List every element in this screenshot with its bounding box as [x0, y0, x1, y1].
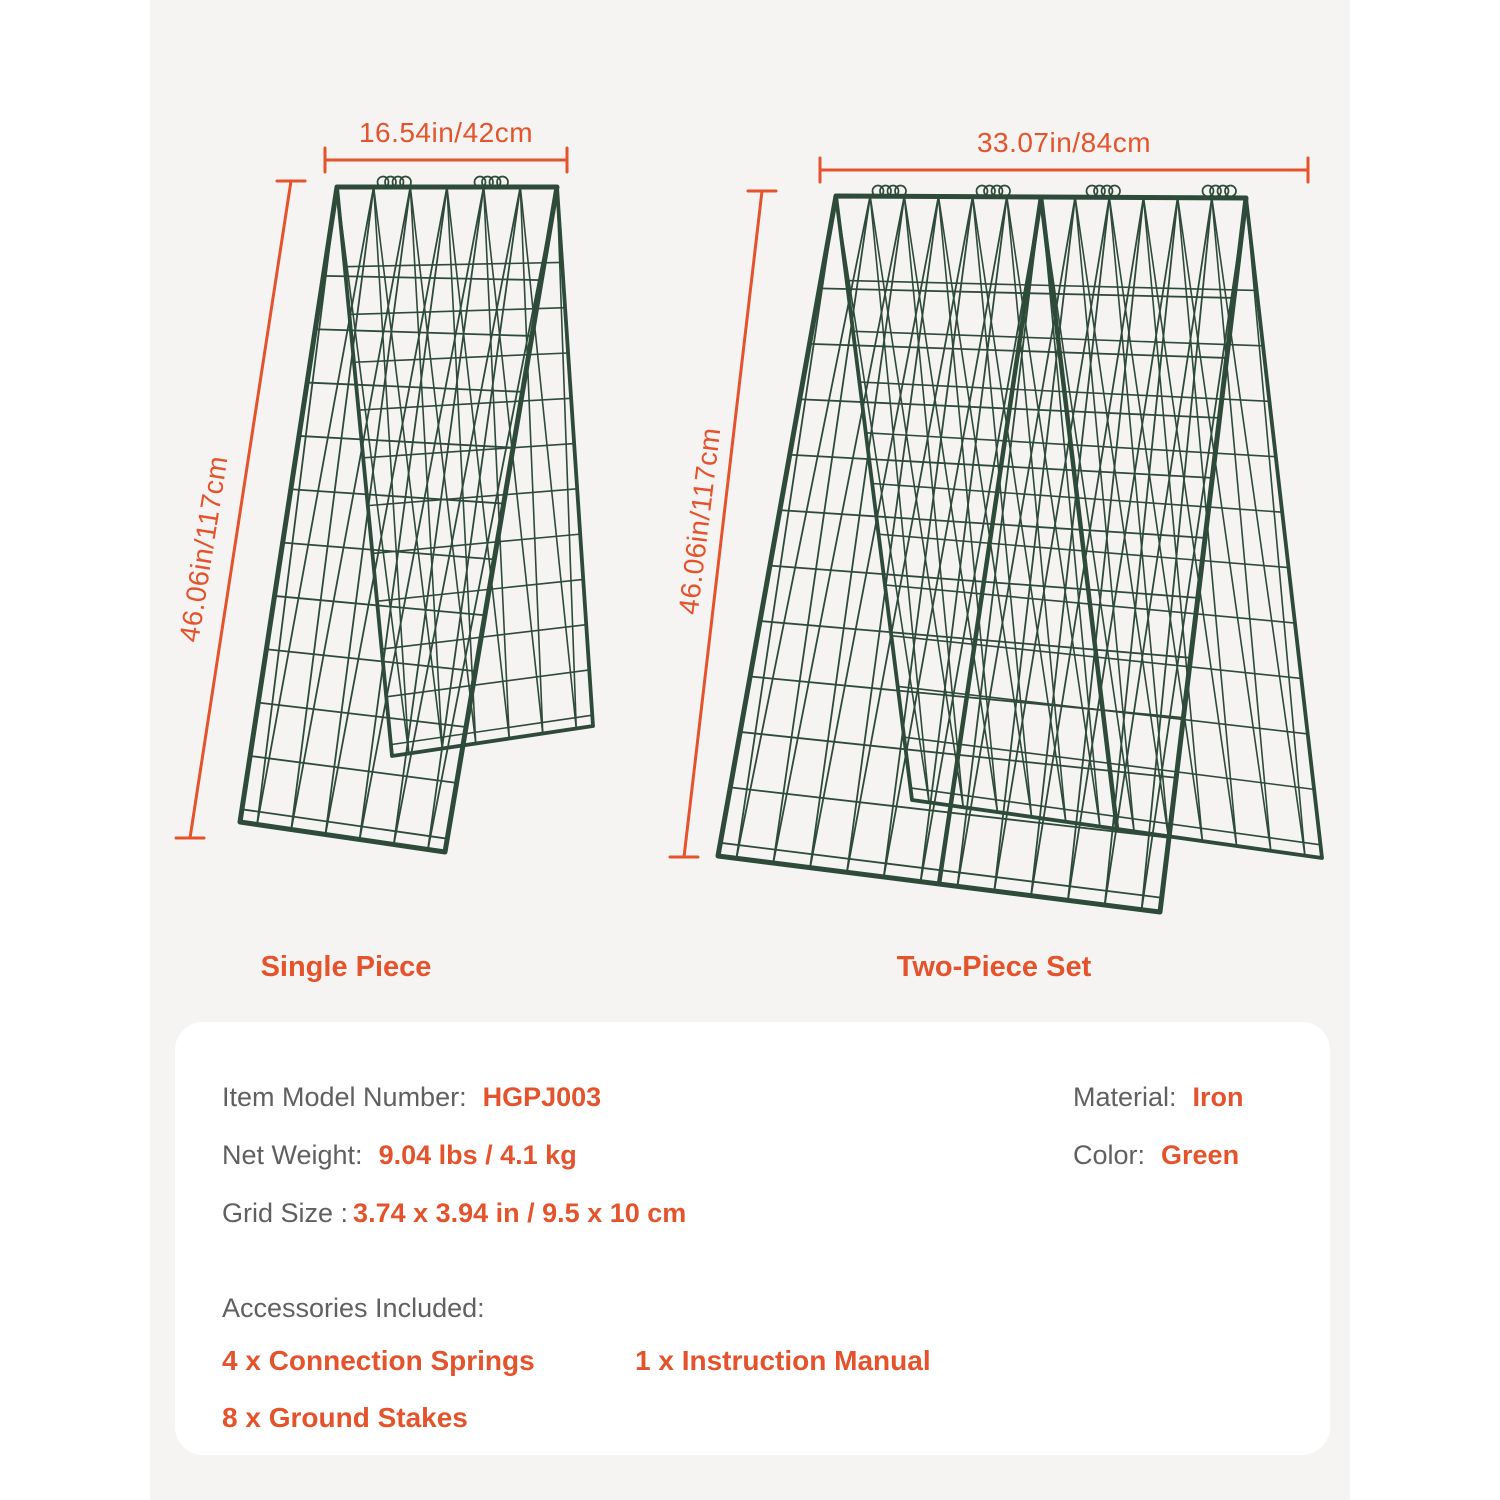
spec-row-item-model [222, 1082, 601, 1113]
accessories-heading: Accessories Included: [222, 1293, 485, 1323]
single-width-dimension [325, 148, 567, 172]
two-piece-trellis-drawing [718, 186, 1322, 913]
spec-panel [175, 1022, 1330, 1455]
single-width-label: 16.54in/42cm [358, 117, 534, 148]
spec-row-grid-size [222, 1198, 686, 1229]
single-height-label: 46.06in/117cm [173, 453, 234, 645]
two-piece-width-label: 33.07in/84cm [976, 127, 1152, 158]
grid-size-value: 3.74 x 3.94 in / 9.5 x 10 cm [353, 1198, 687, 1228]
accessory-instruction-manual: 1 x Instruction Manual [635, 1345, 931, 1376]
color-label: Color: [1073, 1140, 1146, 1170]
item-model-label: Item Model Number: [222, 1082, 467, 1112]
net-weight-label: Net Weight: [222, 1140, 363, 1170]
material-label: Material: [1073, 1082, 1177, 1112]
accessory-ground-stakes: 8 x Ground Stakes [222, 1402, 468, 1433]
single-piece-trellis-drawing [240, 177, 593, 853]
item-model-value: HGPJ003 [482, 1082, 602, 1112]
spec-row-net-weight [222, 1140, 577, 1171]
accessory-connection-springs: 4 x Connection Springs [222, 1345, 535, 1376]
net-weight-value: 9.04 lbs / 4.1 kg [378, 1140, 577, 1170]
spec-row-color [1073, 1140, 1239, 1171]
spec-row-material [1073, 1082, 1244, 1113]
material-value: Iron [1192, 1082, 1244, 1112]
single-piece-caption: Single Piece [260, 951, 432, 983]
two-piece-caption: Two-Piece Set [896, 951, 1092, 983]
color-value: Green [1161, 1140, 1240, 1170]
two-piece-width-dimension [820, 158, 1308, 182]
two-piece-height-label: 46.06in/117cm [672, 425, 727, 617]
grid-size-label: Grid Size : [222, 1198, 349, 1228]
